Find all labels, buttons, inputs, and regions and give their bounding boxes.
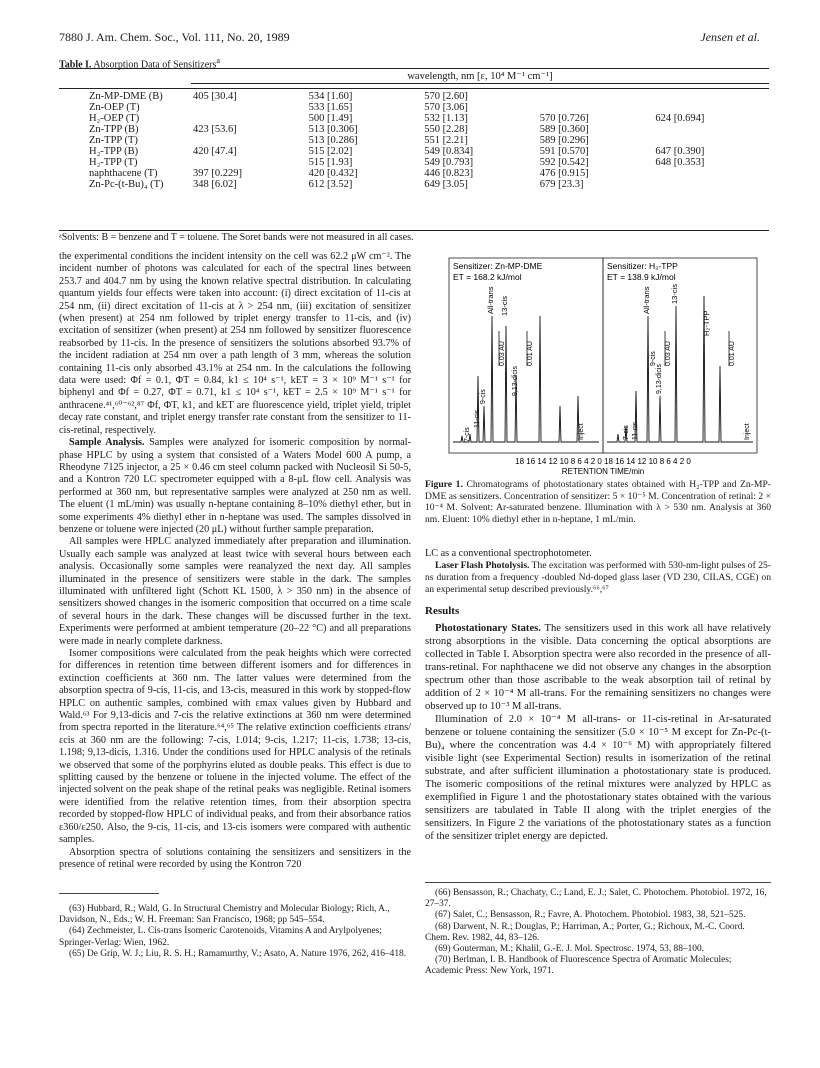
table-cell-sensitizer: naphthacene (T) bbox=[89, 168, 158, 180]
table-row bbox=[59, 157, 769, 168]
reference-70: (70) Berlman, I. B. Handbook of Fluorescence Spectra of Aromatic Molecules; Academic Press: New York, 1971. bbox=[425, 955, 732, 977]
table-row bbox=[59, 179, 769, 190]
scale-bar-left-a: 0.03 AU bbox=[499, 341, 506, 366]
table-cell-value: 591 [0.570] bbox=[539, 146, 589, 158]
footnote-rule-left bbox=[59, 893, 159, 894]
table-cell-value bbox=[191, 102, 307, 113]
table-cell-sensitizer: Zn-TPP (B) bbox=[89, 124, 139, 136]
paragraph-laser-flash: Laser Flash Photolysis. The excitation was performed with 530-nm-light pulses of 25-ns duration from a frequency -doubled Nd-doped glass laser (VD 230, CILAS, CGE) on an experimental setup described previously.⁶⁶,⁶⁷ bbox=[425, 560, 771, 595]
table-cell-value bbox=[191, 113, 307, 124]
table-cell-value: 647 [0.390] bbox=[655, 146, 705, 158]
x-axis-ticks: 18 16 14 12 10 8 6 4 2 0 18 16 14 12 10 8 6 4 2 0 bbox=[515, 457, 691, 466]
running-header-left: 7880 J. Am. Chem. Soc., Vol. 111, No. 20, 1989 bbox=[59, 30, 290, 44]
table-cell-sensitizer: H₂-TPP (T) bbox=[89, 157, 138, 169]
table-cell-value: 592 [0.542] bbox=[539, 157, 589, 169]
table-row bbox=[59, 124, 769, 135]
peak-label-13-cis-right: 13-cis bbox=[670, 283, 679, 304]
table-cell-value: 446 [0.823] bbox=[424, 168, 474, 180]
reference-64: (64) Zechmeister, L. Cis-trans Isomeric Carotenoids, Vitamins A and Arylpolyenes; Springer-Verlag: Wien, 1962. bbox=[59, 926, 382, 948]
table-cell-value: 549 [0.834] bbox=[424, 146, 474, 158]
table-cell-sensitizer: H₂-TPP (B) bbox=[89, 146, 139, 158]
heading-results: Results bbox=[425, 605, 460, 618]
peak-label-inject-left: Inject bbox=[578, 423, 585, 440]
peak-label-9-cis-left: 9-cis bbox=[480, 389, 487, 404]
table-cell-sensitizer: Zn-OEP (T) bbox=[89, 102, 140, 114]
table-cell-value: 405 [30.4] bbox=[193, 91, 237, 103]
peak-label-9-13-dicis-right: 9,13-dicis bbox=[656, 364, 663, 394]
references-right bbox=[425, 888, 771, 978]
table-cell-value: 549 [0.793] bbox=[424, 157, 474, 169]
footnote-rule-right bbox=[425, 882, 771, 883]
table-cell-value: 551 [2.21] bbox=[424, 135, 468, 147]
table-cell-sensitizer: Zn-Pc-(t-Bu)₄ (T) bbox=[89, 179, 164, 191]
table-row bbox=[59, 102, 769, 113]
table-cell-value: 515 [1.93] bbox=[308, 157, 353, 169]
table-cell-value bbox=[653, 102, 769, 113]
absorption-table bbox=[59, 68, 769, 190]
table-footnote: ᵃSolvents: B = benzene and T = toluene. The Soret bands were not measured in all cases. bbox=[59, 232, 414, 243]
table-cell-value bbox=[653, 135, 769, 146]
table-cell-value: 348 [6.02] bbox=[193, 179, 237, 191]
table-row bbox=[59, 89, 769, 103]
table-cell-value: 476 [0.915] bbox=[539, 168, 589, 180]
table-col-header: wavelength, nm [ε, 10⁴ M⁻¹ cm⁻¹] bbox=[191, 69, 769, 84]
scale-bar-right-b: 0.01 AU bbox=[729, 341, 736, 366]
paragraph-lc-spectrophotometer: LC as a conventional spectrophotometer. bbox=[425, 548, 592, 559]
left-column bbox=[59, 251, 411, 871]
table-cell-value bbox=[538, 89, 654, 103]
table-label: Table I. bbox=[59, 59, 92, 71]
table-cell-value: 679 [23.3] bbox=[539, 179, 584, 191]
table-bottom-rule bbox=[59, 230, 769, 231]
running-header-right: Jensen et al. bbox=[700, 30, 760, 44]
table-cell-value: 534 [1.60] bbox=[308, 91, 353, 103]
table-cell-value: 513 [0.306] bbox=[308, 124, 358, 136]
table-row bbox=[59, 135, 769, 146]
table-cell-value: 649 [3.05] bbox=[424, 179, 468, 191]
table-cell-value: 550 [2.28] bbox=[424, 124, 468, 136]
table-cell-sensitizer: Zn-TPP (T) bbox=[89, 135, 138, 147]
reference-69: (69) Gouterman, M.; Khalil, G.-E. J. Mol. Spectrosc. 1974, 53, 88–100. bbox=[435, 944, 704, 955]
table-cell-value: 570 [3.06] bbox=[424, 102, 468, 114]
table-body bbox=[59, 89, 769, 191]
peak-label-9-cis-right: 9-cis bbox=[650, 351, 657, 366]
table-row bbox=[59, 113, 769, 124]
table-cell-value: 420 [0.432] bbox=[308, 168, 358, 180]
peak-label-h2-tpp: H₂-TPP bbox=[702, 310, 711, 336]
right-chromatogram-trace bbox=[607, 296, 753, 442]
table-cell-value: 532 [1.13] bbox=[424, 113, 468, 125]
table-cell-value bbox=[191, 157, 307, 168]
table-cell-value: 513 [0.286] bbox=[308, 135, 358, 147]
peak-label-all-trans-left: All-trans bbox=[486, 286, 495, 314]
left-panel-energy: ET = 168.2 kJ/mol bbox=[453, 272, 522, 282]
figure-1-caption: Figure 1. Chromatograms of photostationary states obtained with H₂-TPP and Zn-MP-DME as sensitizers. Concentration of sensitizer: 5 × 10⁻⁵ M. Concentration of retinal: 2 × 10⁻⁴ M. Solvent: Ar-saturated benzene. Illumination with λ > 530 nm. Analysis at 360 nm. Eluent: 10% diethyl ether in n-heptane, 1 mL/min. bbox=[425, 479, 771, 525]
peak-label-11-cis-right: 11-cis bbox=[632, 421, 639, 440]
peak-label-inject-right: Inject bbox=[744, 423, 751, 440]
reference-65: (65) De Grip, W. J.; Liu, R. S. H.; Ramamurthy, V.; Asato, A. Nature 1976, 262, 416–418. bbox=[69, 948, 407, 959]
figure-1-chromatograms bbox=[447, 256, 761, 476]
reference-67: (67) Salet, C.; Bensasson, R.; Favre, A. Photochem. Photobiol. 1983, 38, 521–525. bbox=[435, 910, 746, 921]
table-title-sup: a bbox=[216, 56, 221, 65]
right-panel-energy: ET = 138.9 kJ/mol bbox=[607, 272, 676, 282]
peak-label-9-13-dicis-left: 9,13-dicis bbox=[512, 366, 519, 396]
table-cell-value: 612 [3.52] bbox=[308, 179, 353, 191]
table-cell-value: 589 [0.296] bbox=[539, 135, 589, 147]
table-cell-value bbox=[191, 135, 307, 146]
table-cell-value bbox=[653, 124, 769, 135]
table-cell-value bbox=[653, 89, 769, 103]
table-cell-value: 570 [0.726] bbox=[539, 113, 589, 125]
scale-bar-left-b: 0.01 AU bbox=[527, 341, 534, 366]
left-panel-title: Sensitizer: Zn-MP-DME bbox=[453, 261, 543, 271]
heading-sample-analysis: Sample Analysis. bbox=[69, 437, 145, 449]
heading-photostationary: Photostationary States. bbox=[435, 622, 541, 634]
peak-label-7-cis-left: 7-cis bbox=[464, 427, 471, 442]
paragraph-sample-analysis: Sample Analysis. Samples were analyzed for isomeric composition by normal-phase HPLC by using a system that consisted of a Waters Model 600 A pump, a Rheodyne 7125 injector, a 25 × 0.46 cm steel column packed with Nucleosil Si 50-5, and a Kontron 720 LC spectrometer equipped with a 8-μL flow cell. Analysis was performed at 360 nm, but representative samples were analyzed at 250 nm as well. The eluent (1 mL/min) was usually n-heptane containing 8–10% diethyl ether, but in some experiments 4% diethyl ether in n-heptane was used. The samples dissolved in benzene or toluene were injected (20 μL) without further sample preparation. bbox=[59, 437, 411, 535]
table-cell-value: 570 [2.60] bbox=[424, 91, 468, 103]
peak-label-13-cis-left: 13-cis bbox=[500, 295, 509, 316]
references-left bbox=[59, 904, 411, 960]
paragraph-absorption-spectra: Absorption spectra of solutions containing the sensitizers and sensitizers in the presence of retinal were recorded by using the Kontron 720 bbox=[59, 846, 411, 870]
right-column bbox=[425, 548, 771, 843]
table-cell-value: 648 [0.353] bbox=[655, 157, 705, 169]
peak-label-7-cis-right: 7-cis bbox=[623, 425, 630, 440]
paragraph-isomer-compositions: Isomer compositions were calculated from the peak heights which were corrected for differences in retention time between different isomers and for differences in extinction coefficients at 360 nm. The latter values were determined from the absorption spectra of 9-cis, 11-cis, and 13-cis, measured in this work by stopped-flow HPLC on authentic samples, combined with εmax values given by Hubbard and Wald.⁶³ For 9,13-dicis and 7-cis the relative extinctions at 360 nm were determined from spectra reported in the literature.⁶⁴,⁶⁵ The relative extinction coefficients εtrans/εcis at 360 nm are the following: 7-cis, 1.014; 9-cis, 1.217; 11-cis, 1.738; 13-cis, 1.198; 9,13-dicis, 1.316. Under the conditions used for HPLC analysis of the retinals we observed that some of the porphyrins eluted as double peaks. This effect is due to splitting caused by the benzene or toluene in the injected volume. The effect of the injected solvent on the peak shape of the retinal peaks was negligible. Retinal isomers were identified from the relative retention times, from their absorption spectra recorded by stopped-flow HPLC of individual peaks, and from their absorbance ratios ε360/ε250. Also, the 9-cis, 11-cis, and 13-cis isomers were compared with authentic samples. bbox=[59, 648, 411, 846]
table-cell-value: 515 [2.02] bbox=[308, 146, 353, 158]
table-cell-sensitizer: Zn-MP-DME (B) bbox=[89, 91, 163, 103]
table-row bbox=[59, 146, 769, 157]
table-cell-sensitizer: H₂-OEP (T) bbox=[89, 113, 140, 125]
table-cell-value bbox=[653, 179, 769, 190]
table-cell-value bbox=[538, 102, 654, 113]
x-axis-label: RETENTION TIME/min bbox=[561, 467, 645, 476]
table-cell-value: 423 [53.6] bbox=[193, 124, 237, 136]
figure-1-label: Figure 1. bbox=[425, 479, 463, 490]
table-cell-value: 420 [47.4] bbox=[193, 146, 237, 158]
table-cell-value: 624 [0.694] bbox=[655, 113, 705, 125]
peak-label-11-cis-left: 11-cis bbox=[474, 409, 481, 428]
heading-laser-flash: Laser Flash Photolysis. bbox=[435, 560, 530, 572]
table-cell-value: 397 [0.229] bbox=[193, 168, 242, 180]
table-cell-value: 500 [1.49] bbox=[308, 113, 353, 125]
reference-63: (63) Hubbard, R.; Wald, G. In Structural Chemistry and Molecular Biology; Rich, A., Davidson, N., Eds.; W. H. Freeman: San Francisco, 1968; pp 545–554. bbox=[59, 904, 390, 926]
paragraph-photostationary: Photostationary States. The sensitizers used in this work all have relatively strong absorptions in the visible. Data concerning the optical absorptions are collected in Table I. Absorption spectra were also recorded in the presence of all-trans-retinal. For naphthacene we did not observe any changes in the absorption spectrum other than those ascribable to the weak absorption tail of retinal by addition of 2 × 10⁻⁴ M all-trans. For the remaining sensitizers no changes were observed up to 10⁻³ M all-trans. bbox=[425, 622, 771, 712]
table-title-text: Absorption Data of Sensitizers bbox=[91, 59, 217, 71]
reference-68: (68) Darwent, N. R.; Douglas, P.; Harriman, A.; Porter, G.; Richoux, M.-C. Coord. Chem. Rev. 1982, 44, 83–126. bbox=[425, 921, 745, 943]
table-cell-value bbox=[653, 168, 769, 179]
reference-66: (66) Bensasson, R.; Chachaty, C.; Land, E. J.; Salet, C. Photochem. Photobiol. 1972, 16, 27–37. bbox=[425, 888, 767, 910]
paragraph-hplc-procedure: All samples were HPLC analyzed immediately after preparation and illumination. Usually each sample was analyzed at least twice with several hours between each analysis. Occasionally some samples were reanalyzed the next day. All samples illuminated in the presence of sensitizers were stable in the dark. The samples illuminated with unfiltered light (Schott KL 1500, λ > 350 nm) in the absence of sensitizers showed changes in the isomeric composition that occurred on a time scale of several hours in the dark. These changes will be discussed further in the text. Experiments were performed at ambient temperature (20–22 °C) and all preparations were made in nearly complete darkness. bbox=[59, 536, 411, 647]
peak-label-all-trans-right: All-trans bbox=[642, 286, 651, 314]
table-row bbox=[59, 168, 769, 179]
paragraph-methods-intensity: the experimental conditions the incident intensity on the cell was 62.2 μW cm⁻². The incident number of photons was calculated for each of the spectral lines between 253.7 and 404.7 nm by using the known relative spectral distribution. In calculating quantum yields four effects were taken into account: (i) direct excitation of 11-cis at 254 nm, (ii) direct excitation of 11-cis at λ > 254 nm, (iii) excitation of sensitizer (when present) at 254 nm followed by triplet energy transfer to 11-cis, and (iv) excitation of sensitizer (when present) at 254 nm followed by sensitizer fluorescence reabsorbed by 11-cis. In the presence of sensitizers the solutions absorbed 93.7% of the incident radiation at 254 nm over a path length of 3 mm, whereas the solution containing 11-cis only absorbed 43.1% at 254 nm. In the calculations the following data were used: Φf = 0.1, ΦT = 0.84, k1 ≤ 10⁴ s⁻¹, kET = 3 × 10⁹ M⁻¹ s⁻¹ for biphenyl and Φf = 0.27, ΦT = 0.71, k1 ≤ 10⁴ s⁻¹, kET = 2.5 × 10⁹ M⁻¹ s⁻¹ for anthracene.⁴¹,⁶⁰⁻⁶²,⁸⁷ Φf, ΦT, k1, and kET are fluorescence yield, triplet yield, triplet decay rate constant, and triplet energy transfer rate constant from the sensitizer to 11-cis-retinal, respectively. bbox=[59, 251, 411, 436]
table-cell-value: 533 [1.65] bbox=[308, 102, 353, 114]
right-panel-title: Sensitizer: H₂-TPP bbox=[607, 261, 678, 271]
paragraph-illumination: Illumination of 2.0 × 10⁻⁴ M all-trans- or 11-cis-retinal in Ar-saturated benzene or toluene containing the sensitizer (5.0 × 10⁻⁵ M except for Zn-Pc-(t-Bu)₄ where the concentration was 4.4 × 10⁻⁶ M) with appropriately filtered visible light (see Experimental Section) results in isomerization of the retinal substrate, and after sufficient illumination a photostationary state is produced. The isomeric compositions of the retinal mixtures were analyzed by HPLC as exemplified in Figure 1 and the photostationary states obtained with the various sensitizers are tabulated in Table II along with the triplet energies of the sensitizers. In Figure 2 the variations of the photostationary states as a function of the sensitizer triplet energy are depicted. bbox=[425, 713, 771, 842]
table-cell-value: 589 [0.360] bbox=[539, 124, 589, 136]
scale-bar-right-a: 0.03 AU bbox=[665, 341, 672, 366]
